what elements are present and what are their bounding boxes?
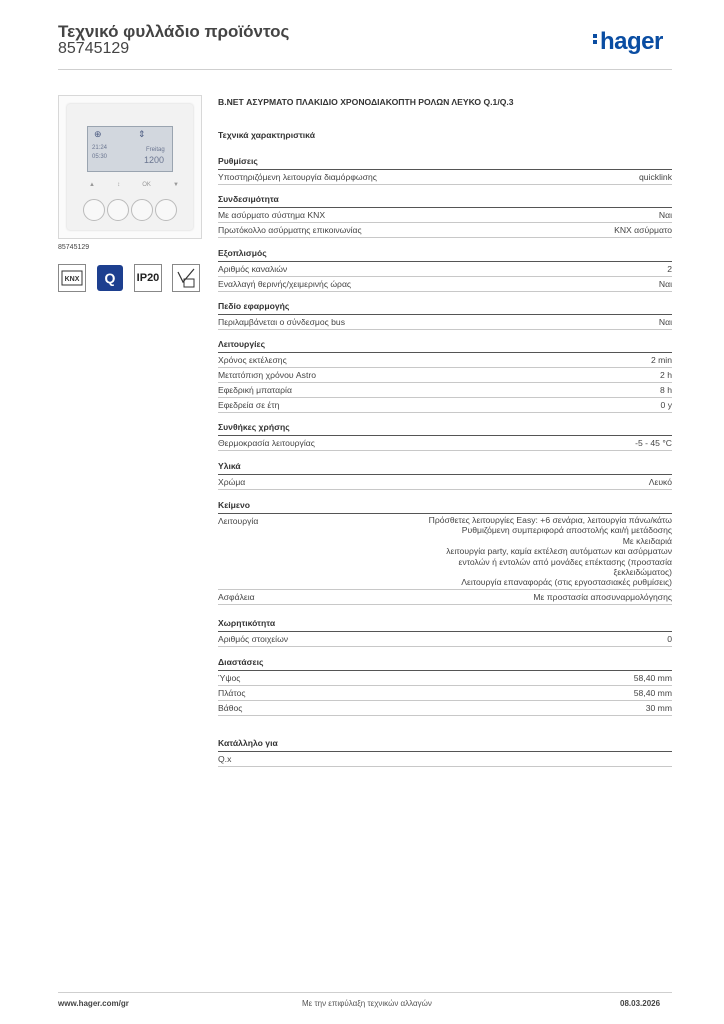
device-illustration bbox=[67, 104, 193, 230]
row-label: Περιλαμβάνεται ο σύνδεσμος bus bbox=[218, 317, 346, 327]
row-value: 2 bbox=[667, 264, 672, 274]
row-label: Με ασύρματο σύστημα KNX bbox=[218, 210, 326, 220]
section-connectivity bbox=[218, 194, 672, 238]
section-functions bbox=[218, 339, 672, 413]
section-materials bbox=[218, 461, 672, 490]
section-title: Ρυθμίσεις bbox=[218, 156, 672, 170]
row-label: Πρωτόκολλο ασύρματης επικοινωνίας bbox=[218, 225, 362, 235]
table-row bbox=[218, 353, 672, 368]
row-value: KNX ασύρματο bbox=[614, 225, 672, 235]
table-row bbox=[218, 208, 672, 223]
row-value: 2 h bbox=[660, 370, 672, 380]
table-row bbox=[218, 383, 672, 398]
shutter-icon: ⇕ bbox=[138, 129, 146, 139]
product-image bbox=[58, 95, 202, 239]
updown-icon: ↕ bbox=[117, 182, 121, 188]
table-row bbox=[218, 262, 672, 277]
text-line: Με κλειδαριά bbox=[622, 535, 672, 546]
logo-text: hager bbox=[600, 28, 663, 55]
section-text bbox=[218, 500, 672, 605]
section-conditions bbox=[218, 422, 672, 451]
row-value: 8 h bbox=[660, 385, 672, 395]
cert-q-label: Q bbox=[104, 270, 116, 286]
ok-label: OK bbox=[142, 182, 151, 188]
table-row bbox=[218, 686, 672, 701]
product-name: B.NET ΑΣΥΡΜΑΤΟ ΠΛΑΚΙΔΙΟ ΧΡΟΝΟΔΙΑΚΟΠΤΗ ΡΟΛΩΝ ΛΕΥΚΟ Q.1/Q.3 bbox=[218, 97, 514, 107]
up-arrow-icon: ▲ bbox=[89, 182, 95, 188]
table-row bbox=[218, 671, 672, 686]
hager-logo bbox=[593, 28, 663, 56]
screen-value: 1200 bbox=[144, 155, 165, 165]
row-label: Q.x bbox=[218, 754, 232, 764]
row-value: Ναι bbox=[658, 317, 672, 327]
header-divider bbox=[58, 69, 672, 70]
table-row bbox=[218, 223, 672, 238]
row-label: Πλάτος bbox=[218, 688, 246, 698]
text-line: Λειτουργία επαναφοράς (στις εργοστασιακές ρυθμίσεις) bbox=[461, 577, 672, 588]
section-title: Εξοπλισμός bbox=[218, 248, 672, 262]
row-value: Ναι bbox=[658, 210, 672, 220]
footer-notice: Με την επιφύλαξη τεχνικών αλλαγών bbox=[302, 999, 432, 1008]
table-row bbox=[218, 315, 672, 330]
footer-website: www.hager.com/gr bbox=[58, 999, 129, 1008]
text-line: ξεκλειδώματος) bbox=[613, 567, 672, 578]
product-sku: 85745129 bbox=[58, 244, 90, 251]
tech-heading: Τεχνικά χαρακτηριστικά bbox=[218, 130, 315, 140]
device-button-4 bbox=[155, 199, 177, 221]
section-application bbox=[218, 301, 672, 330]
table-row bbox=[218, 368, 672, 383]
section-title: Κατάλληλο για bbox=[218, 738, 672, 752]
row-label: Εναλλαγή θερινής/χειμερινής ώρας bbox=[218, 279, 352, 289]
section-title: Διαστάσεις bbox=[218, 657, 672, 671]
row-value: quicklink bbox=[639, 172, 672, 182]
row-value: 0 y bbox=[660, 400, 672, 410]
text-line: Πρόσθετες λειτουργίες Easy: +6 σενάρια, λειτουργία πάνω/κάτω bbox=[428, 515, 672, 525]
row-label: Εφεδρική μπαταρία bbox=[218, 385, 292, 395]
row-value: 58,40 mm bbox=[633, 673, 672, 683]
screen-time2: 05:30 bbox=[92, 154, 108, 160]
row-value: Ναι bbox=[658, 279, 672, 289]
row-label: Αριθμός καναλιών bbox=[218, 264, 288, 274]
section-capacity bbox=[218, 618, 672, 647]
logo-dots-icon bbox=[593, 32, 598, 46]
screen-time1: 21:24 bbox=[92, 145, 108, 151]
section-title: Λειτουργίες bbox=[218, 339, 672, 353]
text-line: Ρυθμιζόμενη συμπεριφορά αποστολής και/ή μετάδοσης bbox=[461, 525, 672, 536]
row-value: 0 bbox=[667, 634, 672, 644]
row-label: Μετατόπιση χρόνου Astro bbox=[218, 370, 316, 380]
row-label: Ασφάλεια bbox=[218, 591, 255, 602]
device-button-2 bbox=[107, 199, 129, 221]
row-label: Χρώμα bbox=[218, 477, 246, 487]
section-suitable-for bbox=[218, 738, 672, 767]
knx-rf-icon bbox=[58, 264, 86, 292]
section-title: Χωρητικότητα bbox=[218, 618, 672, 632]
table-row bbox=[218, 170, 672, 185]
section-dimensions bbox=[218, 657, 672, 716]
footer-divider bbox=[58, 992, 672, 993]
section-title: Πεδίο εφαρμογής bbox=[218, 301, 672, 315]
row-value: -5 - 45 °C bbox=[635, 438, 672, 448]
manual-icon bbox=[172, 264, 200, 292]
ip20-icon bbox=[134, 264, 162, 292]
product-code: 85745129 bbox=[58, 40, 130, 57]
section-title: Υλικά bbox=[218, 461, 672, 475]
cert-ip20-label: IP20 bbox=[136, 272, 160, 284]
text-line: εντολών ή εντολών από μονάδες επέκτασης (προστασία bbox=[458, 556, 672, 567]
quicklink-icon bbox=[96, 264, 124, 292]
row-label: Ύψος bbox=[218, 673, 241, 683]
screen-day: Freitag bbox=[146, 147, 165, 153]
document-title: Τεχνικό φυλλάδιο προϊόντος bbox=[58, 22, 290, 41]
table-row bbox=[218, 475, 672, 490]
text-line: λειτουργία party, καμία εκτέλεση αυτόματων και ασύρματων bbox=[446, 546, 672, 557]
row-value: 58,40 mm bbox=[633, 688, 672, 698]
row-label: Υποστηριζόμενη λειτουργία διαμόρφωσης bbox=[218, 172, 377, 182]
section-equipment bbox=[218, 248, 672, 292]
table-row bbox=[218, 701, 672, 716]
device-screen bbox=[87, 126, 173, 172]
row-value: Με προστασία αποσυναρμολόγησης bbox=[533, 591, 672, 602]
row-label: Χρόνος εκτέλεσης bbox=[218, 355, 287, 365]
section-title: Συνθήκες χρήσης bbox=[218, 422, 672, 436]
table-row bbox=[218, 277, 672, 292]
down-arrow-icon: ▼ bbox=[173, 182, 179, 188]
section-title: Συνδεσιμότητα bbox=[218, 194, 672, 208]
row-value: 2 min bbox=[650, 355, 672, 365]
row-label: Θερμοκρασία λειτουργίας bbox=[218, 438, 315, 448]
row-value: Λευκό bbox=[648, 477, 672, 487]
device-button-labels bbox=[89, 182, 179, 188]
device-button-1 bbox=[83, 199, 105, 221]
row-label: Βάθος bbox=[218, 703, 243, 713]
row-label: Αριθμός στοιχείων bbox=[218, 634, 289, 644]
table-row bbox=[218, 436, 672, 451]
device-button-3 bbox=[131, 199, 153, 221]
table-row bbox=[218, 398, 672, 413]
clock-icon: ⊕ bbox=[94, 129, 102, 139]
row-value: 30 mm bbox=[645, 703, 672, 713]
footer-date: 08.03.2026 bbox=[620, 999, 661, 1008]
section-title: Κείμενο bbox=[218, 500, 672, 514]
table-row bbox=[218, 632, 672, 647]
cert-knx-label: KNX bbox=[64, 276, 80, 283]
table-row bbox=[218, 752, 672, 767]
section-settings bbox=[218, 156, 672, 185]
row-label: Λειτουργία bbox=[218, 516, 259, 526]
row-label: Εφεδρεία σε έτη bbox=[218, 400, 280, 410]
table-row bbox=[218, 590, 672, 605]
table-row bbox=[218, 514, 672, 590]
row-value-multiline bbox=[429, 515, 672, 589]
